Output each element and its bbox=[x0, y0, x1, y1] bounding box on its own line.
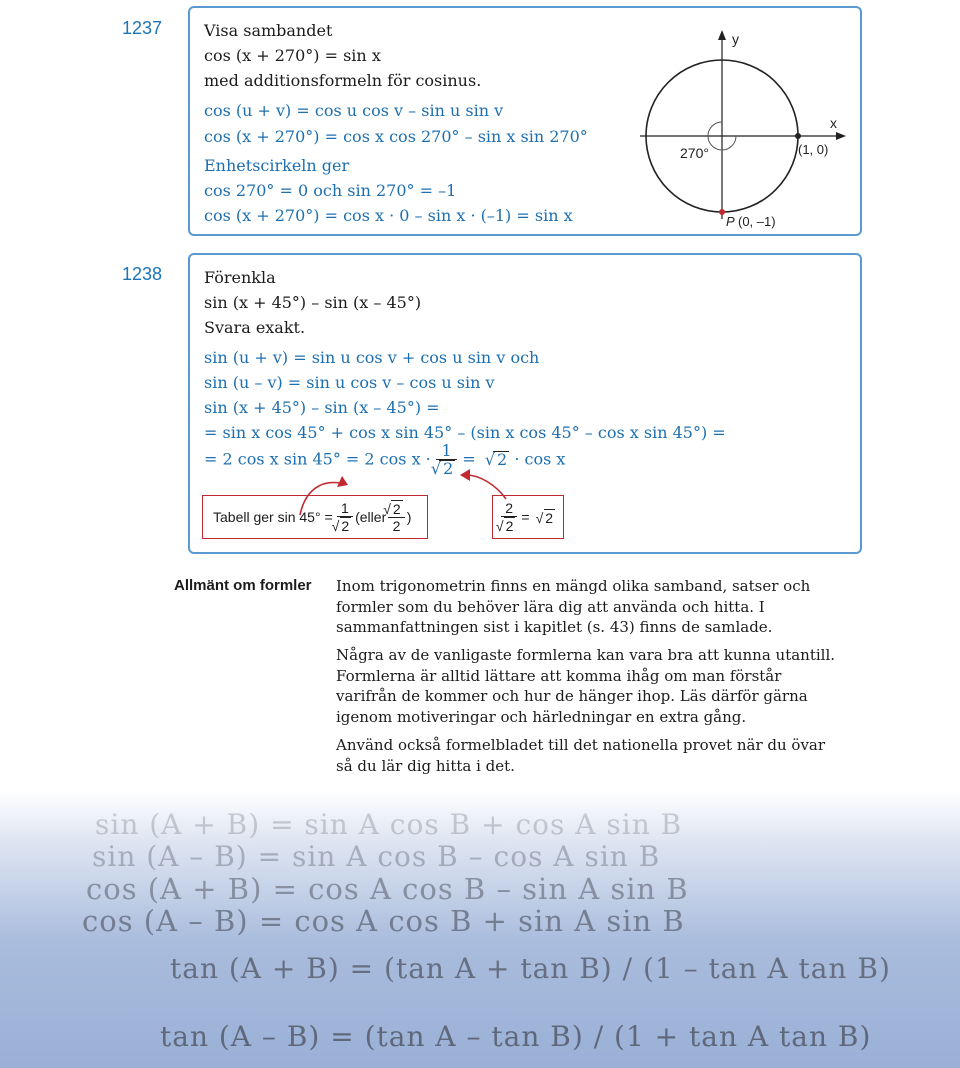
formula-line: cos (x + 270°) = cos x cos 270° – sin x sin 270° bbox=[204, 127, 588, 146]
unit-circle-diagram bbox=[640, 14, 850, 232]
fraction-numerator bbox=[388, 500, 404, 518]
background-formula: tan (A – B) = (tan A – tan B) / (1 + tan A tan B) bbox=[160, 1020, 872, 1053]
formula-background-image bbox=[0, 790, 960, 1068]
paragraph: Använd också formelbladet till det nationella provet när du övar så du lär dig hitta i det. bbox=[336, 736, 826, 775]
point-p-letter: P bbox=[726, 214, 735, 229]
fraction-denominator bbox=[337, 517, 353, 534]
formula-line: cos (x + 270°) = cos x · 0 – sin x · (–1) = sin x bbox=[204, 206, 573, 225]
background-formula: tan (A + B) = (tan A + tan B) / (1 – tan A tan B) bbox=[170, 952, 891, 985]
table-value-box bbox=[202, 495, 428, 539]
background-formula: cos (A – B) = cos A cos B + sin A sin B bbox=[82, 904, 685, 938]
formula-line: sin (x + 45°) – sin (x – 45°) = bbox=[204, 398, 440, 417]
rule-fraction bbox=[501, 500, 517, 534]
fraction-numerator: 2 bbox=[501, 500, 517, 517]
point-p-coords: (0, –1) bbox=[738, 214, 776, 229]
y-axis-label: y bbox=[732, 31, 739, 47]
exercise-number-1238: 1238 bbox=[122, 264, 163, 284]
exercise-box-1238 bbox=[188, 253, 862, 554]
rule-result: √ 2 bbox=[544, 509, 555, 526]
rule-equals: = bbox=[521, 509, 530, 525]
section-heading: Allmänt om formler bbox=[174, 577, 312, 594]
text-line: Svara exakt. bbox=[204, 318, 306, 337]
exercise-number-1237: 1237 bbox=[122, 18, 163, 38]
background-formula: sin (A + B) = sin A cos B + cos A sin B bbox=[95, 808, 683, 841]
table-fraction bbox=[337, 500, 353, 534]
fraction-numerator: 1 bbox=[436, 443, 457, 460]
background-formula: cos (A + B) = cos A cos B – sin A sin B bbox=[86, 872, 689, 906]
sqrt-value: √ 2 bbox=[504, 517, 515, 534]
formula-line: cos (u + v) = cos u cos v – sin u sin v bbox=[204, 101, 504, 120]
table-alt-open: (eller bbox=[355, 509, 387, 525]
fraction-denominator: 2 bbox=[392, 518, 401, 534]
final-part2: · cos x bbox=[514, 449, 566, 469]
angle-label: 270° bbox=[680, 145, 709, 161]
background-formula: sin (A – B) = sin A cos B – cos A sin B bbox=[92, 840, 661, 873]
text-line: med additionsformeln för cosinus. bbox=[204, 71, 482, 90]
formula-line: = sin x cos 45° + cos x sin 45° – (sin x cos 45° – cos x sin 45°) = bbox=[204, 423, 726, 442]
fraction-numerator: 1 bbox=[337, 500, 353, 517]
formula-line: cos 270° = 0 och sin 270° = –1 bbox=[204, 181, 457, 200]
point-1-0-label: (1, 0) bbox=[798, 142, 829, 157]
paragraph: Några av de vanligaste formlerna kan vara bra att kunna utantill. Formlerna är alltid lättare att komma ihåg om man förstår varifrån de kommer och hur de hänger ihop. Läs därför gärna igenom motiveringar och härledningar en extra gång. bbox=[336, 646, 836, 726]
sqrt-value: √ 2 bbox=[439, 460, 455, 477]
equals-sign: = bbox=[462, 449, 476, 469]
sqrt-value: √ 2 bbox=[340, 517, 351, 534]
sqrt-two: √ 2 bbox=[493, 451, 509, 468]
final-part1: = 2 cos x sin 45° = 2 cos x · bbox=[204, 449, 431, 469]
formula-line: Enhetscirkeln ger bbox=[204, 156, 350, 175]
paragraph: Inom trigonometrin finns en mängd olika samband, satser och formler som du behöver lära dig att använda och hitta. I sammanfattningen sist i kapitlet (s. 43) finns de samlade. bbox=[336, 577, 811, 636]
table-alt-close: ) bbox=[406, 509, 412, 525]
text-line: cos (x + 270°) = sin x bbox=[204, 46, 381, 65]
formula-line: sin (u – v) = sin u cos v – cos u sin v bbox=[204, 373, 495, 392]
table-alt-fraction bbox=[388, 500, 404, 534]
table-prefix: Tabell ger sin 45° = bbox=[213, 509, 333, 525]
formula-line: sin (u + v) = sin u cos v + cos u sin v och bbox=[204, 348, 540, 367]
fraction-denominator bbox=[501, 517, 517, 534]
sqrt-value: √ 2 bbox=[391, 500, 402, 517]
x-axis-label: x bbox=[830, 115, 837, 131]
text-line: sin (x + 45°) – sin (x – 45°) bbox=[204, 293, 422, 312]
text-line: Visa sambandet bbox=[204, 21, 333, 40]
text-line: Förenkla bbox=[204, 268, 276, 287]
rule-box bbox=[492, 495, 564, 539]
exercise-box-1237 bbox=[188, 6, 862, 236]
